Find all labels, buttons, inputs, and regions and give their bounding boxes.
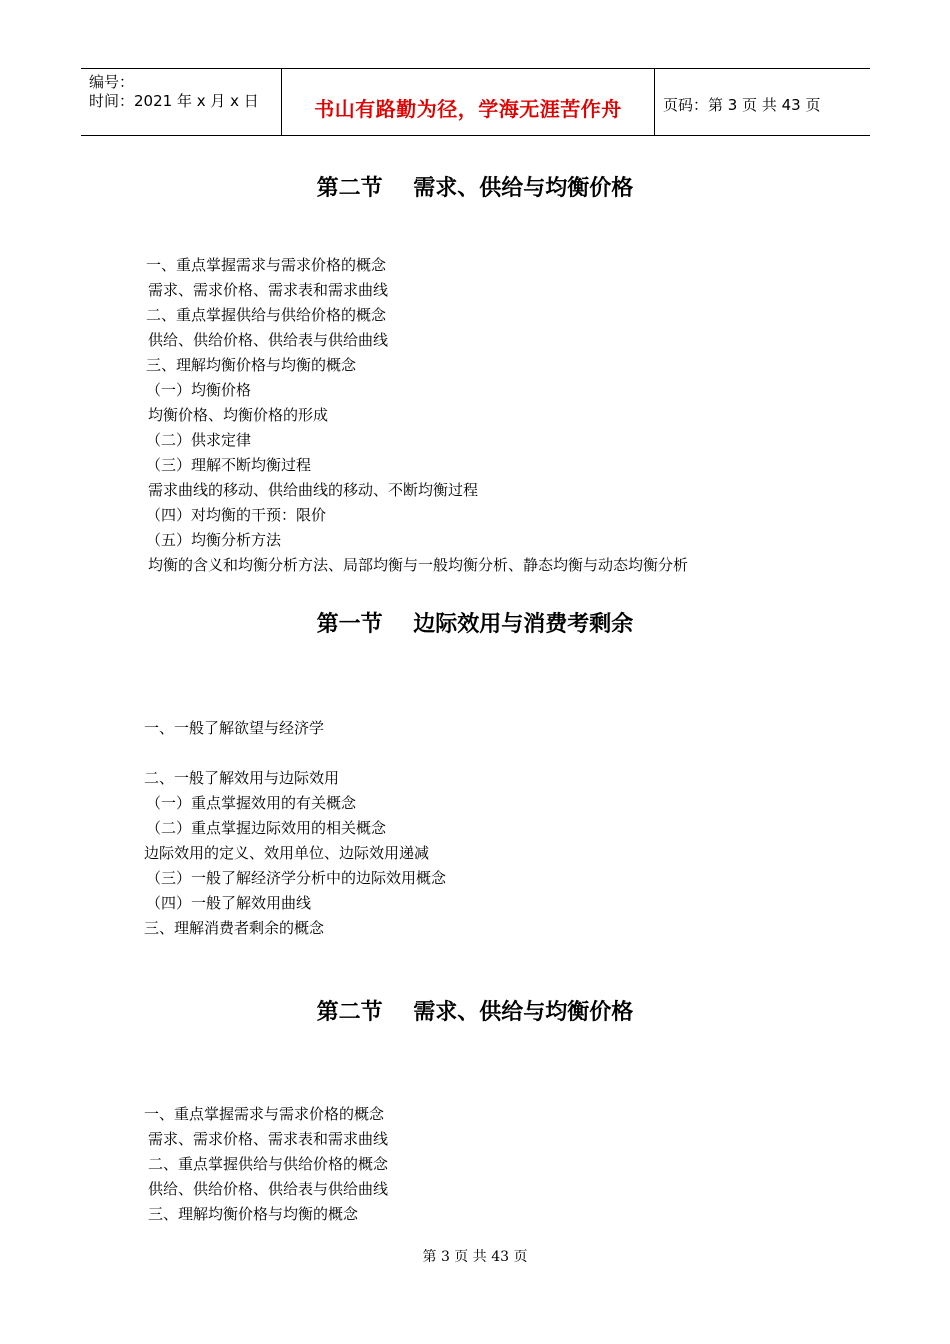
content-line: （五）均衡分析方法: [146, 531, 282, 549]
page-info: 页码：第 3 页 共 43 页: [663, 96, 821, 114]
header-page-cell: [655, 69, 870, 135]
content-line: （三）一般了解经济学分析中的边际效用概念: [146, 869, 447, 887]
date-label: 时间：2021 年 x 月 x 日: [89, 92, 259, 110]
content-line: 三、理解消费者剩余的概念: [144, 919, 325, 937]
serial-number-label: 编号：: [89, 73, 135, 91]
section-heading: 第一节 边际效用与消费考剩余: [316, 612, 634, 637]
content-line: 需求、需求价格、需求表和需求曲线: [148, 281, 389, 299]
section-heading: 第二节 需求、供给与均衡价格: [316, 1000, 634, 1025]
content-line: 均衡的含义和均衡分析方法、局部均衡与一般均衡分析、静态均衡与动态均衡分析: [148, 556, 689, 574]
content-line: 均衡价格、均衡价格的形成: [148, 406, 329, 424]
header-motto-cell: [282, 69, 655, 135]
content-line: 二、重点掌握供给与供给价格的概念: [146, 306, 387, 324]
content-line: 三、理解均衡价格与均衡的概念: [148, 1205, 359, 1223]
content-line: （一）均衡价格: [146, 381, 252, 399]
page-header: [81, 68, 870, 136]
content-line: （四）一般了解效用曲线: [146, 894, 312, 912]
content-line: 一、重点掌握需求与需求价格的概念: [144, 1105, 385, 1123]
content-line: 供给、供给价格、供给表与供给曲线: [148, 331, 389, 349]
content-line: 需求、需求价格、需求表和需求曲线: [148, 1130, 389, 1148]
content-line: 供给、供给价格、供给表与供给曲线: [148, 1180, 389, 1198]
content-line: 一、一般了解欲望与经济学: [144, 719, 325, 737]
content-line: 三、理解均衡价格与均衡的概念: [146, 356, 357, 374]
content-line: 需求曲线的移动、供给曲线的移动、不断均衡过程: [148, 481, 479, 499]
motto-text: 书山有路勤为径，学海无涯苦作舟: [314, 97, 622, 121]
content-line: 一、重点掌握需求与需求价格的概念: [146, 256, 387, 274]
content-line: 二、一般了解效用与边际效用: [144, 769, 340, 787]
content-line: 边际效用的定义、效用单位、边际效用递减: [144, 844, 430, 862]
content-line: （二）供求定律: [146, 431, 252, 449]
content-line: （一）重点掌握效用的有关概念: [146, 794, 357, 812]
section-heading: 第二节 需求、供给与均衡价格: [316, 176, 634, 201]
page-footer: 第 3 页 共 43 页: [422, 1249, 528, 1265]
content-line: （三）理解不断均衡过程: [146, 456, 312, 474]
content-line: （四）对均衡的干预：限价: [146, 506, 327, 524]
content-line: （二）重点掌握边际效用的相关概念: [146, 819, 387, 837]
content-line: 二、重点掌握供给与供给价格的概念: [148, 1155, 389, 1173]
header-info-cell: [81, 69, 282, 135]
